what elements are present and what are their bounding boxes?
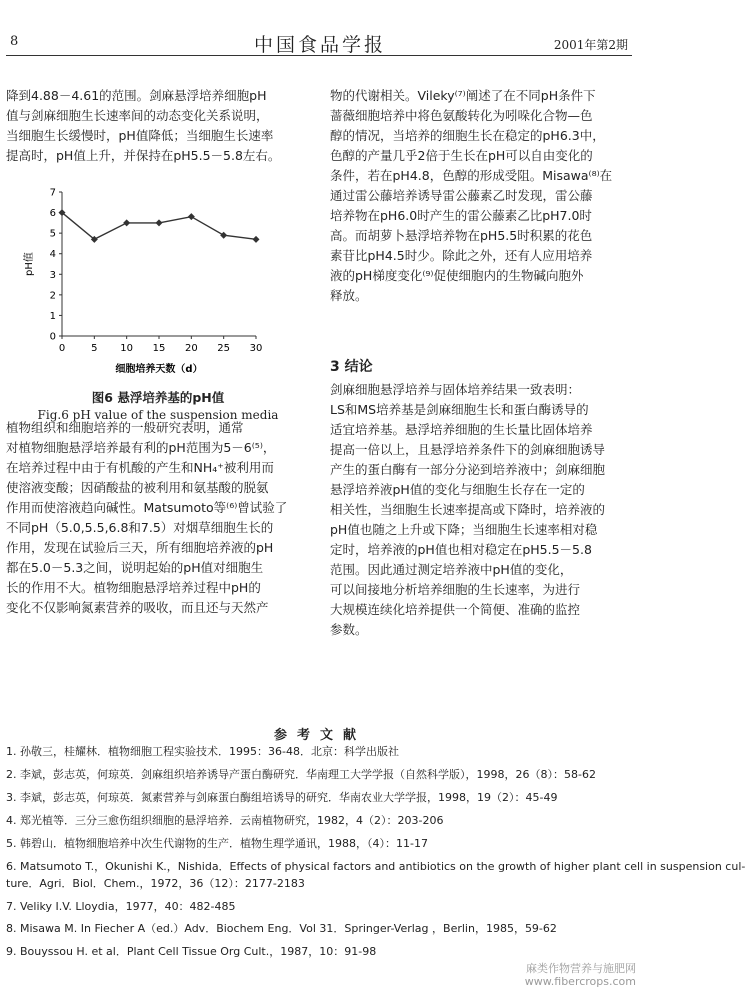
series-points [59, 209, 260, 243]
x-tick-labels [59, 343, 263, 354]
x-axis-label: 细胞培养天数（d） [115, 364, 203, 375]
x-tick-label: 10 [120, 343, 134, 354]
x-tick-label: 30 [249, 343, 263, 354]
journal-title: 中国食品学报 [253, 34, 386, 56]
figure-caption-en: Fig.6 pH value of the suspension media [37, 408, 279, 422]
y-tick-label: 0 [49, 331, 56, 343]
data-point [188, 213, 195, 220]
watermark [525, 962, 636, 988]
reference-item: 6. Matsumoto T.，Okunishi K.，Nishida．Effects of physical factors and antibiotics on the growth of higher plant cell in suspension cul- [6, 860, 745, 873]
reference-item: 7. Veliky I.V. Lloydia，1977，40：482-485 [6, 900, 236, 913]
reference-item: 3. 李斌，彭志英，何琼英．氮素营养与剑麻蛋白酶组培诱导的研究．华南农业大学学报，1998，19（2）：45-49 [6, 791, 558, 804]
y-axis-label: pH值 [24, 252, 35, 276]
reference-item: 9. Bouyssou H. et al．Plant Cell Tissue Org Cult.，1987，10：91-98 [6, 945, 377, 958]
x-tick-label: 15 [152, 343, 166, 354]
data-point [123, 219, 130, 226]
reference-item: ture．Agri．Biol．Chem.，1972，36（12）：2177-2183 [6, 877, 305, 890]
ph-line-chart [20, 180, 270, 380]
data-point [156, 219, 163, 226]
y-tick-labels [50, 188, 56, 343]
reference-item: 1. 孙敬三，桂耀林．植物细胞工程实验技术．1995：36-48．北京：科学出版社 [6, 745, 399, 758]
y-tick-label: 5 [49, 228, 56, 240]
reference-item: 4. 郑光植等．三分三愈伤组织细胞的悬浮培养．云南植物研究，1982，4（2）：203-206 [6, 814, 444, 827]
x-tick-label: 20 [184, 343, 198, 354]
conclusion-paragraph: 剑麻细胞悬浮培养与固体培养结果一致表明： LS和MS培养基是剑麻细胞生长和蛋白酶诱导的 适宜培养基。悬浮培养细胞的生长量比固体培养 提高一倍以上，且悬浮培养条件下的剑麻细胞诱导 产生的蛋白酶有一部分分泌到培养液中；剑麻细胞 悬浮培养液pH值的变化与细胞生长存在一定的 相关性，当细胞生长速率提高或下降时，培养液的 pH值也随之上升或下降；当细胞生长速率相对稳 定时，培养液的pH值也相对稳定在pH5.5－5.8 范围。因此通过测定培养液中pH值的变化， 可以间接地分析培养细胞的生长速率，为进行 大规模连续化培养提供一个简便、准确的监控 参数。 [330, 382, 606, 637]
x-tick-label: 5 [91, 343, 98, 354]
right-paragraph-top: 物的代谢相关。Vileky⁽⁷⁾阐述了在不同pH条件下 蔷薇细胞培养中将色氨酸转化为吲哚化合物—色 醇的情况，当培养的细胞生长在稳定的pH6.3中， 色醇的产量几乎2倍于生长在pH可以自由变化的 条件，若在pH4.8，色醇的形成受阻。Misawa⁽⁸⁾在 通过雷公藤培养诱导雷公藤素乙时发现，雷公藤 培养物在pH6.0时产生的雷公藤素乙比pH7.0时 高。而胡萝卜悬浮培养物在pH5.5时积累的花色 素苷比pH4.5时少。除此之外，还有人应用培养 液的pH梯度变化⁽⁹⁾促使细胞内的生物碱向胞外 释放。 [330, 88, 613, 303]
section-title-conclusion: 3 结论 [330, 359, 373, 375]
watermark-line-2: www.fibercrops.com [524, 975, 636, 988]
data-point [253, 236, 260, 243]
references-title: 参考文献 [273, 728, 366, 743]
issue-label: 2001年第2期 [553, 38, 628, 52]
y-tick-label: 6 [49, 208, 56, 220]
left-paragraph-top: 降到4.88－4.61的范围。剑麻悬浮培养细胞pH 值与剑麻细胞生长速率间的动态变化关系说明， 当细胞生长缓慢时，pH值降低；当细胞生长速率 提高时，pH值上升，并保持在pH5.5－5.8左右。 [6, 88, 281, 163]
left-paragraph-bottom: 植物组织和细胞培养的一般研究表明，通常 对植物细胞悬浮培养最有利的pH范围为5－6⁽⁵⁾， 在培养过程中由于有机酸的产生和NH₄⁺被利用而 使溶液变酸；因硝酸盐的被利用和氨基酸的脱氨 作用而使溶液趋向碱性。Matsumoto等⁽⁶⁾曾试验了 不同pH（5.0,5.5,6.8和7.5）对烟草细胞生长的 作用，发现在试验后三天，所有细胞培养液的pH 都在5.0－5.3之间，说明起始的pH值对细胞生 长的作用不大。植物细胞悬浮培养过程中pH的 变化不仅影响氮素营养的吸收，而且还与天然产 [6, 420, 288, 615]
figure-caption-cn: 图6 悬浮培养基的pH值 [91, 390, 225, 405]
watermark-line-1: 麻类作物营养与施肥网 [526, 962, 636, 975]
y-tick-label: 1 [49, 310, 56, 322]
reference-item: 2. 李斌，彭志英，何琼英．剑麻组织培养诱导产蛋白酶研究．华南理工大学学报（自然科学版），1998，26（8）：58-62 [6, 768, 596, 781]
y-tick-label: 3 [49, 269, 56, 281]
header-rule [6, 55, 632, 56]
reference-item: 8. Misawa M. In Fiecher A（ed.）Adv．Biochem Eng．Vol 31．Springer-Verlag ，Berlin，1985，59-62 [6, 922, 557, 935]
reference-item: 5. 韩碧山．植物细胞培养中次生代谢物的生产．植物生理学通讯，1988，（4）：11-17 [6, 837, 428, 850]
x-tick-label: 25 [217, 343, 231, 354]
data-point [220, 232, 227, 239]
y-tick-label: 7 [49, 187, 56, 199]
chart-axes [59, 192, 256, 339]
page-number: 8 [10, 34, 19, 49]
x-tick-label: 0 [58, 343, 66, 354]
y-tick-label: 2 [49, 290, 56, 302]
y-tick-label: 4 [49, 249, 56, 261]
